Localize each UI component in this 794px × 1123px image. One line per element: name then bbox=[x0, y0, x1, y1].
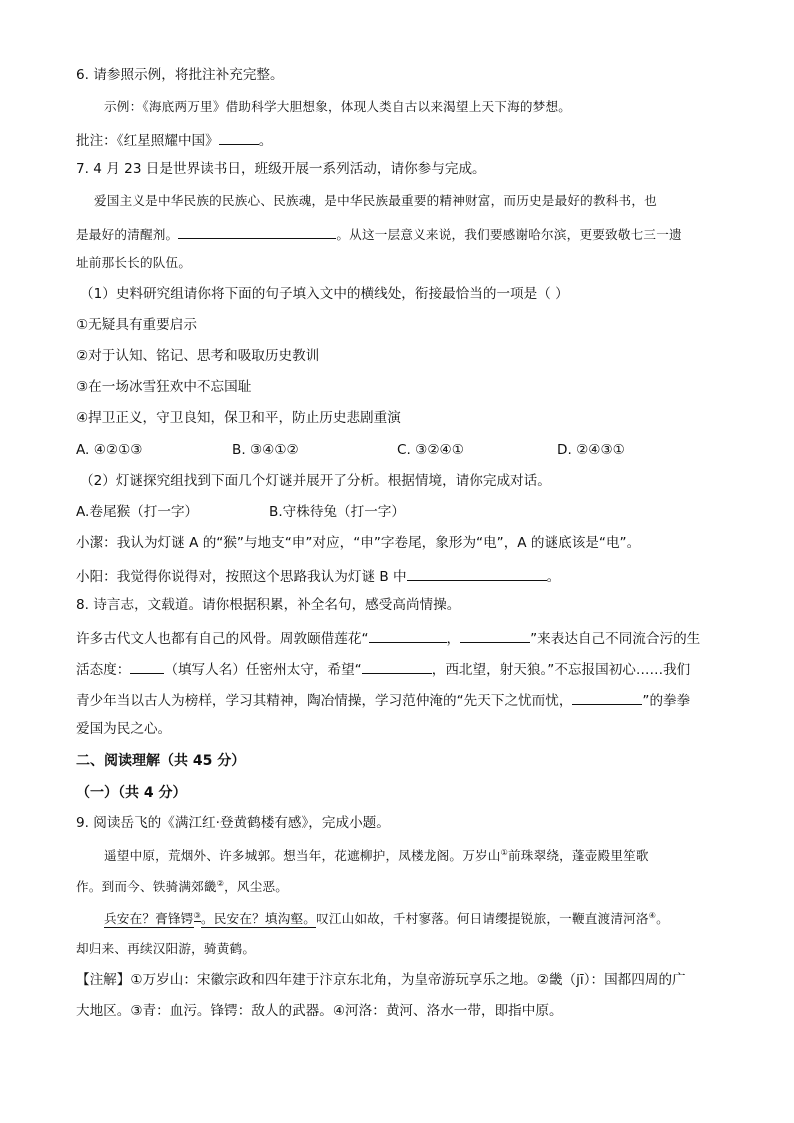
q7-stem: 7. 4 月 23 日是世界读书日，班级开展一系列活动，请你参与完成。 bbox=[76, 161, 486, 177]
q7-dialog2-prefix: 小阳：我觉得你说得对，按照这个思路我认为灯谜 B 中 bbox=[76, 569, 407, 585]
q7-sentence-3: ③在一场冰雪狂欢中不忘国耻 bbox=[76, 379, 252, 395]
q6-note-prefix: 批注：《红星照耀中国》 bbox=[76, 133, 219, 149]
q8-l1-b: ， bbox=[446, 631, 461, 647]
q7-option-b[interactable]: B. ③④①② bbox=[232, 442, 299, 458]
q8-l3-b: ”的拳拳 bbox=[642, 693, 691, 709]
q7-dialog-1: 小潔：我认为灯谜 A 的“猴”与地支“申”对应，“申”字卷尾，象形为“电”，A 的谜底该是“电”。 bbox=[76, 535, 641, 551]
q9-p3-c: 。 bbox=[656, 911, 669, 927]
q6-example: 示例：《海底两万里》借助科学大胆想象，体现人类自古以来渴望上天下海的梦想。 bbox=[104, 99, 572, 114]
section2-title: 二、阅读理解（共 45 分） bbox=[76, 753, 246, 769]
q8-l2-c: ，西北望，射天狼。”不忘报国初心……我们 bbox=[431, 662, 691, 678]
q9-underlined-a: 兵安在？膏锋锷 bbox=[104, 911, 194, 927]
q7-dialog-2 bbox=[76, 568, 560, 585]
q6-note-suffix: 。 bbox=[258, 133, 273, 149]
q9-footnote-2: ② bbox=[216, 879, 225, 888]
q9-p1-a: 遥望中原，荒烟外、许多城郭。想当年，花遮柳护，凤楼龙阁。万岁山 bbox=[104, 848, 501, 864]
q7-option-a[interactable]: A. ④②①③ bbox=[76, 442, 143, 458]
q7-sentence-1: ①无疑具有重要启示 bbox=[76, 317, 197, 333]
q7-sentence-2: ②对于认知、铭记、思考和吸取历史教训 bbox=[76, 348, 320, 364]
q8-blank-3[interactable] bbox=[130, 661, 164, 674]
q8-line3 bbox=[76, 692, 690, 709]
q8-blank-5[interactable] bbox=[572, 692, 642, 705]
section2-part1: （一）（共 4 分） bbox=[76, 785, 187, 801]
q8-l1-c: ”来表达自己不同流合污的生 bbox=[530, 631, 701, 647]
q9-underlined-b: 。民安在？填沟壑。 bbox=[200, 911, 317, 927]
q9-footnote-3: ③ bbox=[193, 911, 201, 920]
q9-p2-b: ，风尘恶。 bbox=[224, 879, 289, 895]
q9-p3-b: 叹江山如故，千村寥落。何日请缨提锐旅，一鞭直渡清河洛 bbox=[316, 911, 649, 927]
q7-passage-line1: 爱国主义是中华民族的民族心、民族魂，是中华民族最重要的精神财富，而历史是最好的教科书，也 bbox=[94, 193, 657, 208]
q8-blank-2[interactable] bbox=[460, 630, 530, 643]
q7-option-d[interactable]: D. ②④③① bbox=[557, 442, 625, 458]
q8-line4: 爱国为民之心。 bbox=[76, 721, 172, 737]
q8-l3-a: 青少年当以古人为榜样，学习其精神，陶冶情操，学习范仲淹的“先天下之忧而忧， bbox=[76, 693, 573, 709]
q7-dialog-blank[interactable] bbox=[407, 568, 547, 581]
q6-answer-blank[interactable] bbox=[219, 132, 259, 145]
q9-poem-line3 bbox=[104, 912, 669, 926]
q9-p2-a: 作。到而今、铁骑满郊畿 bbox=[76, 879, 217, 895]
q8-l2-a: 活态度： bbox=[76, 662, 131, 678]
q7-passage-line3: 址前那长长的队伍。 bbox=[76, 255, 192, 270]
q7-passage-line2 bbox=[76, 226, 682, 242]
q7-sentence-4: ④捍卫正义，守卫良知，保卫和平，防止历史悲剧重演 bbox=[76, 410, 401, 426]
q7-passage-blank[interactable] bbox=[178, 226, 336, 239]
q8-l1-a: 许多古代文人也都有自己的风骨。周敦颐借莲花“ bbox=[76, 631, 369, 647]
q7-passage-line2b: 。从这一层意义来说，我们要感谢哈尔滨，更要致敬七三一遗 bbox=[336, 227, 682, 242]
q9-poem-line1 bbox=[104, 849, 649, 863]
q7-option-c[interactable]: C. ③②④① bbox=[397, 442, 464, 458]
q7-riddle-a: A.卷尾猴（打一字） bbox=[76, 504, 199, 520]
q9-footnote-4: ④ bbox=[648, 911, 657, 920]
q9-stem: 9. 阅读岳飞的《满江红·登黄鹤楼有感》，完成小题。 bbox=[76, 815, 390, 831]
q9-footnote-1: ① bbox=[500, 848, 508, 857]
q8-blank-4[interactable] bbox=[362, 661, 432, 674]
q9-poem-line2 bbox=[76, 880, 288, 894]
q6-note bbox=[76, 132, 272, 149]
q8-stem: 8. 诗言志，文载道。请你根据积累，补全名句，感受高尚情操。 bbox=[76, 597, 461, 613]
q7-sub1-stem: （1）史料研究组请你将下面的句子填入文中的横线处，衔接最恰当的一项是（ ） bbox=[80, 286, 569, 302]
q7-dialog2-suffix: 。 bbox=[546, 569, 561, 585]
q9-p1-b: 前珠翠绕，蓬壶殿里笙歌 bbox=[507, 848, 649, 864]
q7-passage-line2a: 是最好的清醒剂。 bbox=[76, 227, 179, 242]
q8-line2 bbox=[76, 661, 690, 678]
q9-note-line2: 大地区。③青：血污。锋锷：敌人的武器。④河洛：黄河、洛水一带，即指中原。 bbox=[76, 1003, 563, 1019]
q8-blank-1[interactable] bbox=[369, 630, 447, 643]
q9-note-line1: 【注解】①万岁山：宋徽宗政和四年建于汴京东北角，为皇帝游玩享乐之地。②畿（jī）：国都四周的广 bbox=[76, 972, 686, 988]
q6-stem: 6. 请参照示例，将批注补充完整。 bbox=[76, 67, 284, 83]
q7-riddle-b: B.守株待兔（打一字） bbox=[269, 504, 405, 520]
q8-l2-b: （填写人名）任密州太守，希望“ bbox=[164, 662, 362, 678]
q9-poem-line4: 却归来、再续汉阳游，骑黄鹤。 bbox=[76, 941, 256, 956]
q8-line1 bbox=[76, 630, 700, 647]
q7-sub2-stem: （2）灯谜探究组找到下面几个灯谜并展开了分析。根据情境，请你完成对话。 bbox=[80, 473, 551, 489]
